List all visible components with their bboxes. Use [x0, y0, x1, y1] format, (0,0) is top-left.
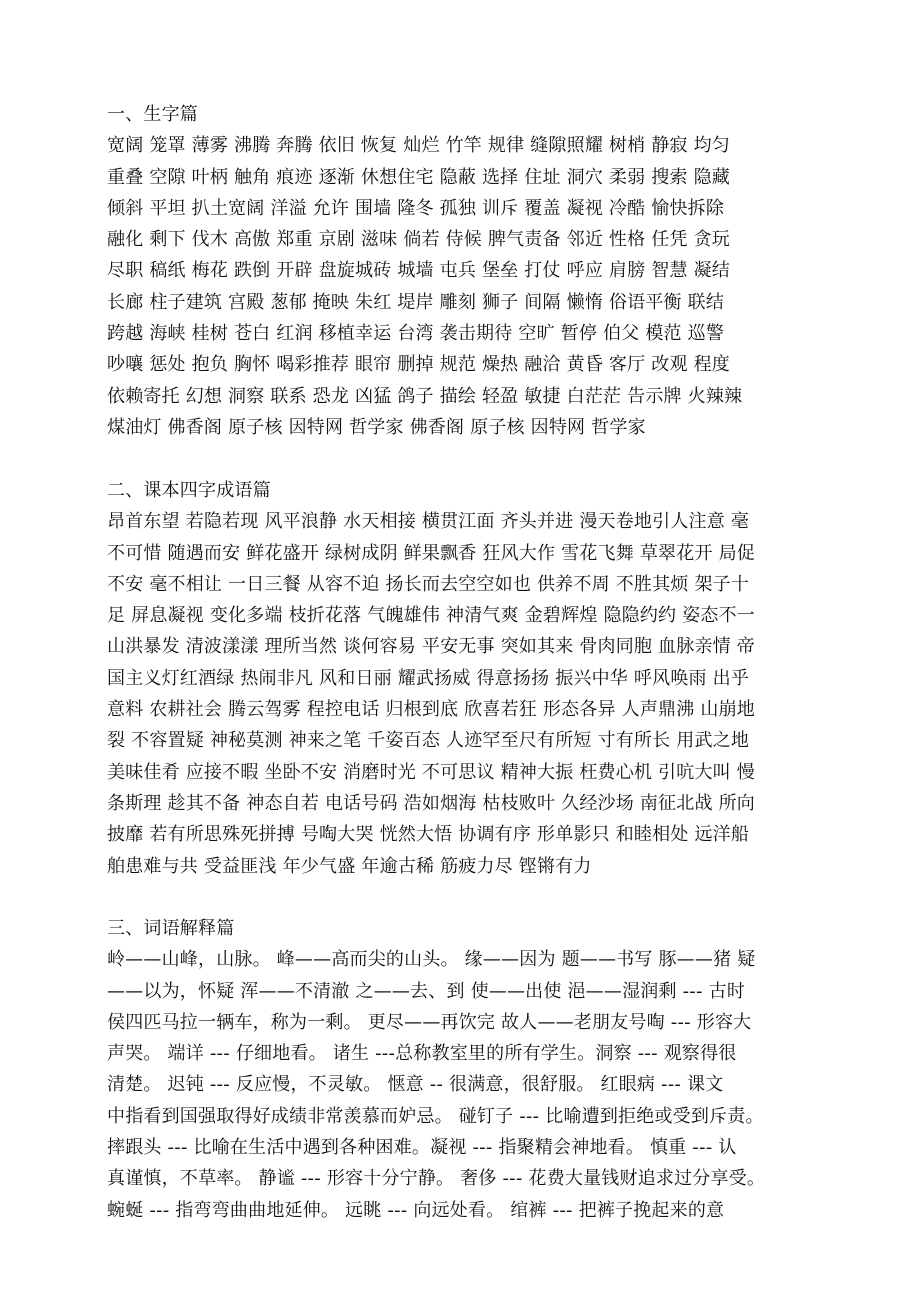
section-ciyu-jieshi	[107, 913, 827, 1226]
section-chengyu	[107, 475, 827, 882]
text-line: 舶患难与共 受益匪浅 年少气盛 年逾古稀 筋疲力尽 铿锵有力	[107, 855, 592, 877]
text-line: 意料 农耕社会 腾云驾雾 程控电话 归根到底 欣喜若狂 形态各异 人声鼎沸 山崩地	[107, 699, 755, 721]
text-line: 裂 不容置疑 神秘莫测 神来之笔 千姿百态 人迹罕至尺有所短 寸有所长 用武之地	[107, 730, 750, 752]
text-line: 真谨慎，不草率。 静谧 --- 形容十分宁静。 奢侈 --- 花费大量钱财追求过分享受。	[107, 1168, 766, 1190]
text-line: 跨越 海峡 桂树 苍白 红润 移植幸运 台湾 袭击期待 空旷 暂停 伯父 模范 巡警	[107, 323, 725, 345]
text-line: 披靡 若有所思殊死拼搏 号啕大哭 恍然大悟 协调有序 形单影只 和睦相处 远洋船	[107, 824, 750, 846]
text-line: 重叠 空隙 叶柄 触角 痕迹 逐渐 休想住宅 隐蔽 选择 住址 洞穴 柔弱 搜索 隐藏	[107, 166, 730, 188]
text-line: 声哭。 端详 --- 仔细地看。 诸生 ---总称教室里的所有学生。洞察 --- 观察得很	[107, 1043, 737, 1065]
text-line: 倾斜 平坦 扒土宽阔 洋溢 允许 围墙 隆冬 孤独 训斥 覆盖 凝视 冷酷 愉快拆除	[107, 197, 725, 219]
text-line: 侯四匹马拉一辆车，称为一剩。 更尽——再饮完 故人——老朋友号啕 --- 形容大	[107, 1011, 752, 1033]
section-heading: 三、词语解释篇	[107, 918, 235, 939]
text-line: 不可惜 随遇而安 鲜花盛开 绿树成阴 鲜果飘香 狂风大作 雪花飞舞 草翠花开 局促	[107, 542, 755, 564]
text-line: 条斯理 趁其不备 神态自若 电话号码 浩如烟海 枯枝败叶 久经沙场 南征北战 所向	[107, 792, 755, 814]
text-line: 昂首东望 若隐若现 风平浪静 水天相接 横贯江面 齐头并进 漫天卷地引人注意 毫	[107, 511, 750, 533]
text-line: 不安 毫不相让 一日三餐 从容不迫 扬长而去空空如也 供养不周 不胜其烦 架子十	[107, 573, 750, 595]
text-line: 国主义灯红酒绿 热闹非凡 风和日丽 耀武扬威 得意扬扬 振兴中华 呼风唤雨 出乎	[107, 667, 750, 689]
text-line: 吵嚷 惩处 抱负 胸怀 喝彩推荐 眼帘 删掉 规范 燥热 融洽 黄昏 客厅 改观 程度	[107, 354, 730, 376]
text-line: 依赖寄托 幻想 洞察 联系 恐龙 凶猛 鸽子 描绘 轻盈 敏捷 白茫茫 告示牌 火辣辣	[107, 385, 743, 407]
text-line: 长廊 柱子建筑 宫殿 葱郁 掩映 朱红 堤岸 雕刻 狮子 间隔 懒惰 俗语平衡 联结	[107, 291, 725, 313]
text-line: 宽阔 笼罩 薄雾 沸腾 奔腾 依旧 恢复 灿烂 竹竿 规律 缝隙照耀 树梢 静寂 均匀	[107, 135, 730, 157]
text-line: 蜿蜒 --- 指弯弯曲曲地延伸。 远眺 --- 向远处看。 绾裤 --- 把裤子挽起来的意	[107, 1199, 725, 1221]
text-line: 足 屏息凝视 变化多端 枝折花落 气魄雄伟 神清气爽 金碧辉煌 隐隐约约 姿态不一	[107, 605, 755, 627]
text-line: 融化 剩下 伐木 高傲 郑重 京剧 滋味 倘若 侍候 脾气责备 邻近 性格 任凭 贪玩	[107, 229, 730, 251]
section-heading: 一、生字篇	[107, 104, 198, 125]
text-line: 清楚。 迟钝 --- 反应慢，不灵敏。 惬意 -- 很满意，很舒服。 红眼病 --- 课文	[107, 1074, 724, 1096]
text-line: 摔跟头 --- 比喻在生活中遇到各种困难。凝视 --- 指聚精会神地看。 慎重 --- 认	[107, 1137, 737, 1159]
text-line: 山洪暴发 清波漾漾 理所当然 谈何容易 平安无事 突如其来 骨肉同胞 血脉亲情 帝	[107, 636, 755, 658]
section-shengzi	[107, 99, 827, 443]
section-heading: 二、课本四字成语篇	[107, 480, 271, 501]
text-line: 中指看到国强取得好成绩非常羡慕而妒忌。 碰钉子 --- 比喻遭到拒绝或受到斥责。	[107, 1105, 764, 1127]
text-line: 尽职 稿纸 梅花 跌倒 开辟 盘旋城砖 城墙 屯兵 堡垒 打仗 呼应 肩膀 智慧 凝结	[107, 260, 730, 282]
text-line: ——以为，怀疑 浑——不清澈 之——去、到 使——出使 浥——湿润剩 --- 古时	[107, 980, 746, 1002]
text-line: 岭——山峰，山脉。 峰——高而尖的山头。 缘——因为 题——书写 豚——猪 疑	[107, 949, 756, 971]
text-line: 美味佳肴 应接不暇 坐卧不安 消磨时光 不可思议 精神大振 枉费心机 引吭大叫 慢	[107, 761, 755, 783]
text-line: 煤油灯 佛香阁 原子核 因特网 哲学家 佛香阁 原子核 因特网 哲学家	[107, 416, 646, 438]
